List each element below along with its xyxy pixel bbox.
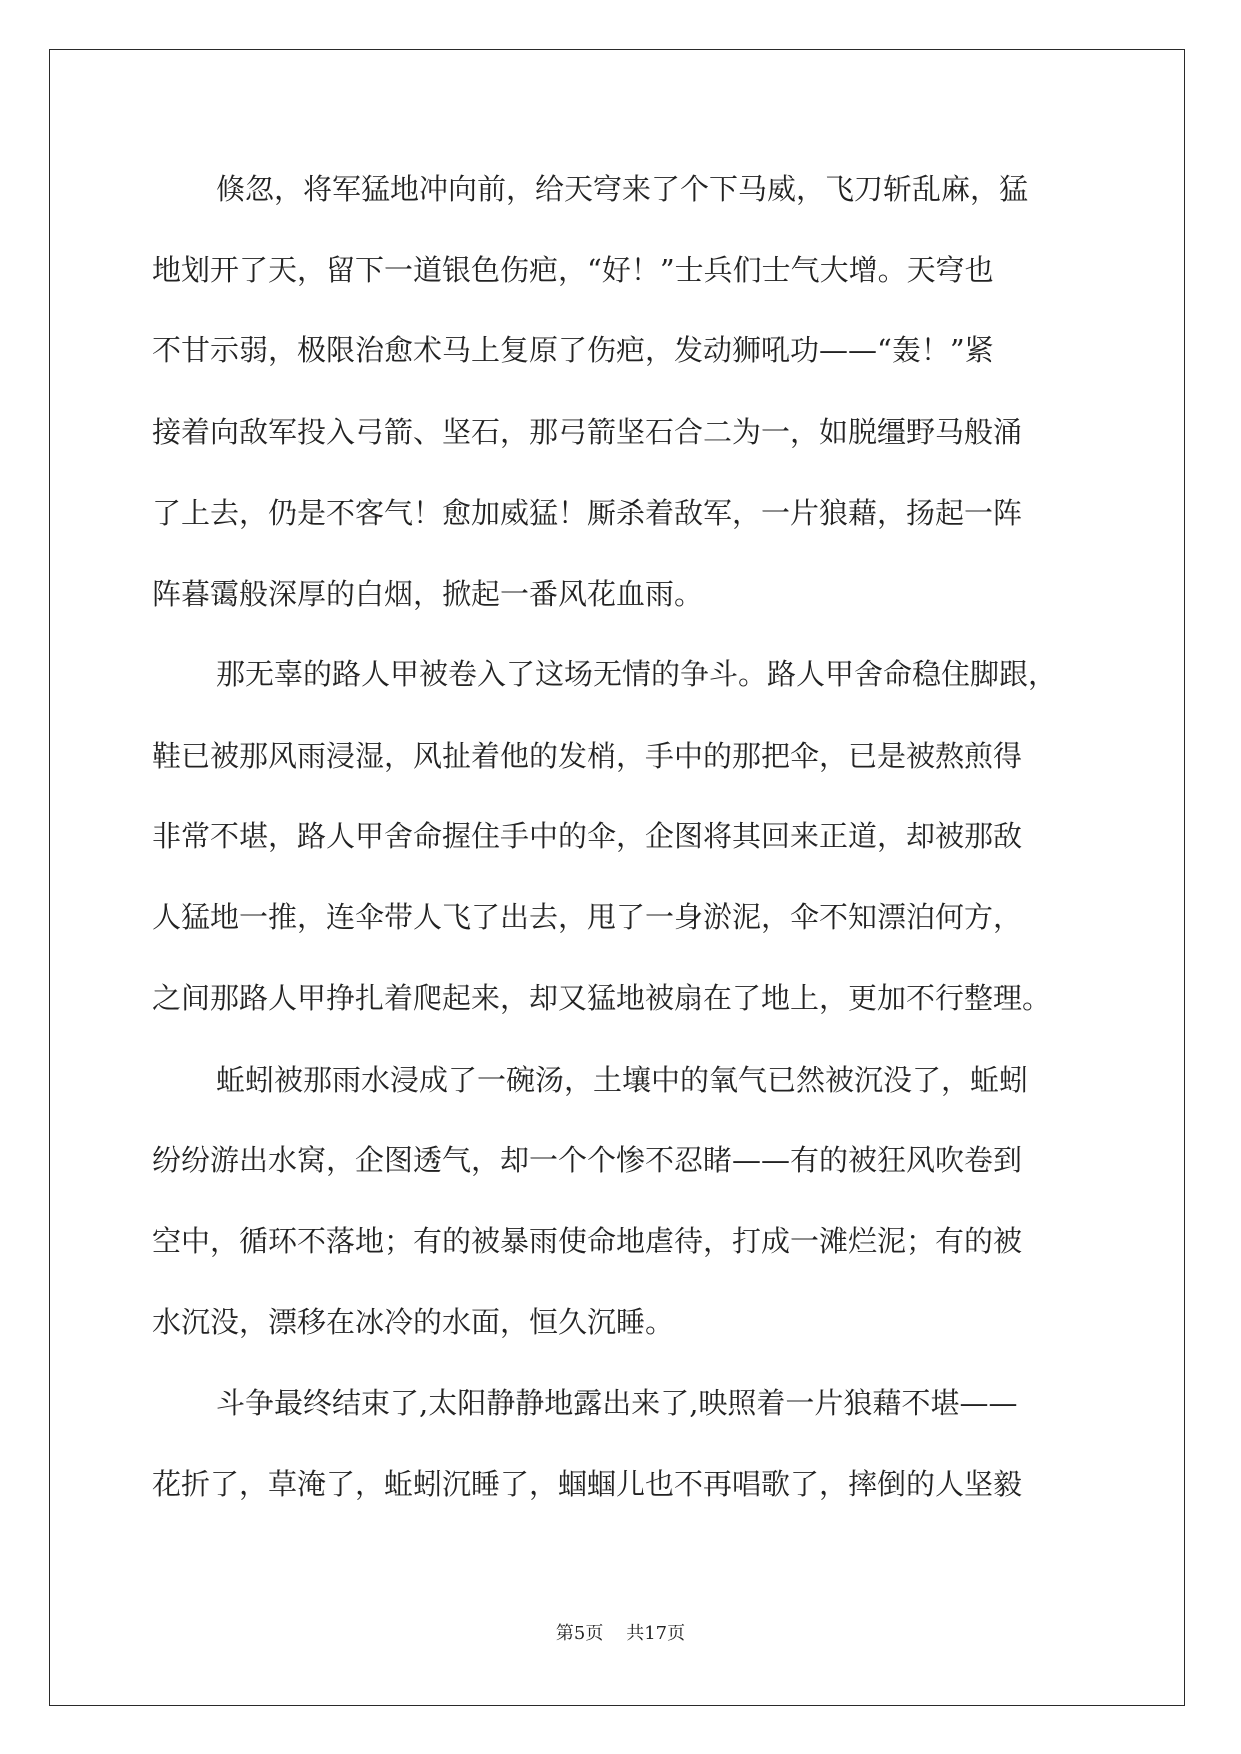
total-pages: 共17页 — [626, 1623, 686, 1644]
text-line: 鞋已被那风雨浸湿，风扯着他的发梢，手中的那把伞，已是被熬煎得 — [152, 739, 1023, 773]
text-line: 那无辜的路人甲被卷入了这场无情的争斗。路人甲舍命稳住脚跟， — [216, 657, 1058, 691]
text-line: 了上去，仍是不客气！愈加威猛！厮杀着敌军，一片狼藉，扬起一阵 — [152, 496, 1023, 530]
text-line: 倏忽，将军猛地冲向前，给天穹来了个下马威，飞刀斩乱麻，猛 — [216, 172, 1029, 206]
text-line: 非常不堪，路人甲舍命握住手中的伞，企图将其回来正道，却被那敌 — [152, 819, 1023, 853]
text-line: 之间那路人甲挣扎着爬起来，却又猛地被扇在了地上，更加不行整理。 — [152, 981, 1052, 1015]
text-line: 人猛地一推，连伞带人飞了出去，甩了一身淤泥，伞不知漂泊何方， — [152, 900, 1023, 934]
page-border — [49, 49, 1185, 1706]
text-line: 水沉没，漂移在冰冷的水面，恒久沉睡。 — [152, 1305, 675, 1339]
text-line: 不甘示弱，极限治愈术马上复原了伤疤，发动狮吼功——“轰！”紧 — [152, 333, 994, 367]
text-line: 接着向敌军投入弓箭、坚石，那弓箭坚石合二为一，如脱缰野马般涌 — [152, 415, 1023, 449]
text-line: 蚯蚓被那雨水浸成了一碗汤，土壤中的氧气已然被沉没了，蚯蚓 — [216, 1063, 1029, 1097]
text-line: 地划开了天，留下一道银色伤疤，“好！”士兵们士气大增。天穹也 — [152, 253, 994, 287]
page-footer — [0, 1619, 1241, 1645]
text-line: 阵暮霭般深厚的白烟，掀起一番风花血雨。 — [152, 577, 704, 611]
text-line: 纷纷游出水窝，企图透气，却一个个惨不忍睹——有的被狂风吹卷到 — [152, 1143, 1023, 1177]
page-number: 第5页 — [555, 1623, 604, 1644]
text-line: 斗争最终结束了,太阳静静地露出来了,映照着一片狼藉不堪—— — [216, 1386, 1018, 1420]
text-line: 花折了，草淹了，蚯蚓沉睡了，蝈蝈儿也不再唱歌了，摔倒的人坚毅 — [152, 1467, 1023, 1501]
text-line: 空中，循环不落地；有的被暴雨使命地虐待，打成一滩烂泥；有的被 — [152, 1224, 1023, 1258]
